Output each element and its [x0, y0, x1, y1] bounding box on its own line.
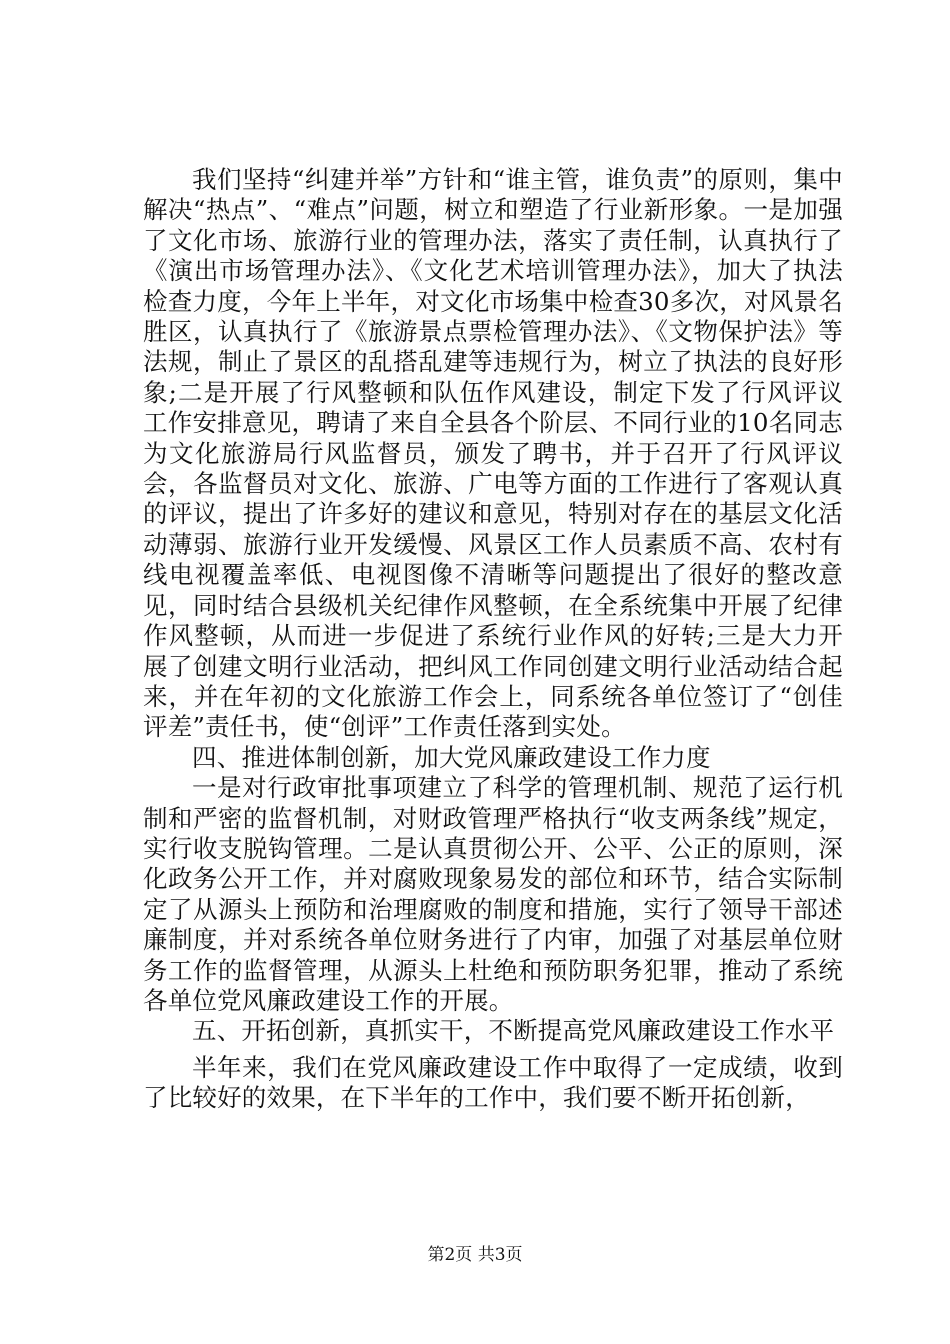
paragraph-system-innovation: 一是对行政审批事项建立了科学的管理机制、规范了运行机制和严密的监督机制，对财政管理严格执行“收支两条线”规定，实行收支脱钩管理。二是认真贯彻公开、公平、公正的原则，深化政务公开工作，并对腐败现象易发的部位和环节，结合实际制定了从源头上预防和治理腐败的制度和措施，实行了领导干部述廉制度，并对系统各单位财务进行了内审，加强了对基层单位财务工作的监督管理，从源头上杜绝和预防职务犯罪，推动了系统各单位党风廉政建设工作的开展。: [143, 773, 843, 1015]
section-heading-five: 五、开拓创新，真抓实干，不断提高党风廉政建设工作水平: [192, 1016, 835, 1046]
section-heading-four: 四、推进体制创新，加大党风廉政建设工作力度: [192, 742, 711, 772]
page-footer: 第2页 共3页: [427, 1245, 523, 1265]
paragraph-rectification: 我们坚持“纠建并举”方针和“谁主管，谁负责”的原则，集中解决“热点”、“难点”问题，树立和塑造了行业新形象。一是加强了文化市场、旅游行业的管理办法，落实了责任制，认真执行了《演出市场管理办法》、《文化艺术培训管理办法》，加大了执法检查力度，今年上半年，对文化市场集中检查30多次，对风景名胜区，认真执行了《旅游景点票检管理办法》、《文物保护法》等法规，制止了景区的乱搭乱建等违规行为，树立了执法的良好形象;二是开展了行风整顿和队伍作风建设，制定下发了行风评议工作安排意见，聘请了来自全县各个阶层、不同行业的10名同志为文化旅游局行风监督员，颁发了聘书，并于召开了行风评议会，各监督员对文化、旅游、广电等方面的工作进行了客观认真的评议，提出了许多好的建议和意见，特别对存在的基层文化活动薄弱、旅游行业开发缓慢、风景区工作人员素质不高、农村有线电视覆盖率低、电视图像不清晰等问题提出了很好的整改意见，同时结合县级机关纪律作风整顿，在全系统集中开展了纪律作风整顿，从而进一步促进了系统行业作风的好转;三是大力开展了创建文明行业活动，把纠风工作同创建文明行业活动结合起来，并在年初的文化旅游工作会上，同系统各单位签订了“创佳评差”责任书，使“创评”工作责任落到实处。: [143, 165, 843, 742]
document-body: [143, 165, 843, 1114]
paragraph-half-year-summary: 半年来，我们在党风廉政建设工作中取得了一定成绩，收到了比较好的效果，在下半年的工作中，我们要不断开拓创新，: [143, 1052, 843, 1113]
